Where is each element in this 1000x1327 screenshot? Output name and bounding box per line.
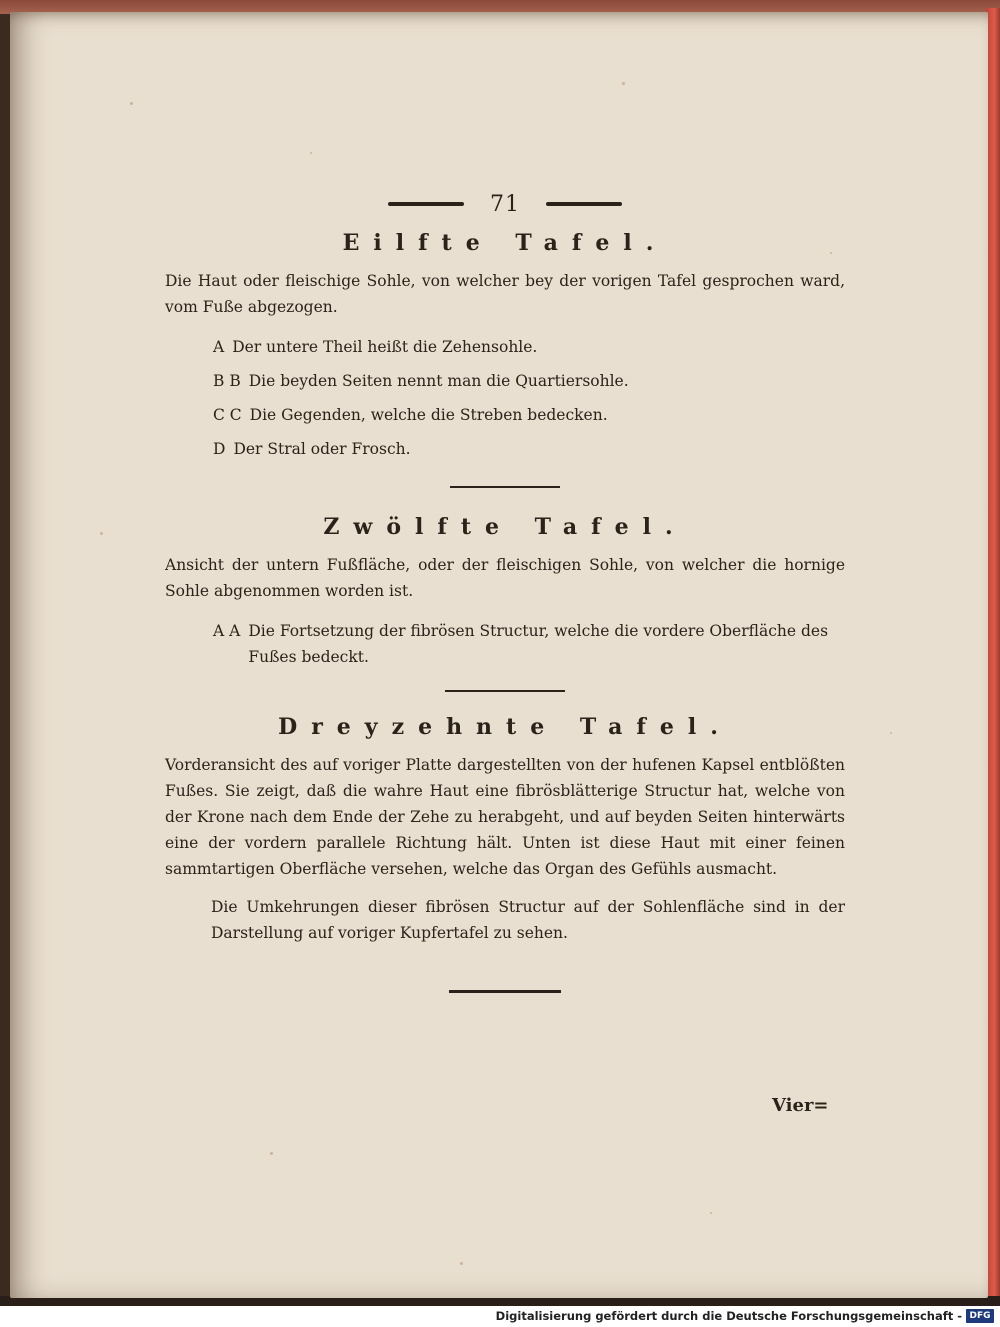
page-text — [165, 188, 845, 993]
section-title-eilfte: Eilfte Tafel. — [342, 230, 668, 256]
item-key: A — [213, 338, 225, 356]
digitization-footer — [0, 1306, 1000, 1327]
section-note-dreyzehnte: Die Umkehrungen dieser fibrösen Structur auf der Sohlenfläche sind in der Darstellung auf voriger Kupfertafel zu sehen. — [211, 898, 845, 942]
item-text: Die Gegenden, welche die Streben bedecken. — [249, 406, 608, 424]
section-intro-eilfte: Die Haut oder fleischige Sohle, von welcher bey der vorigen Tafel gesprochen ward, vom Fuße abgezogen. — [165, 272, 845, 316]
list-item — [213, 436, 845, 462]
item-text: Der untere Theil heißt die Zehensohle. — [232, 338, 538, 356]
section-title-zwoelfte: Zwölfte Tafel. — [323, 514, 687, 540]
foxing-spot — [130, 102, 133, 105]
dfg-logo-icon: DFG — [966, 1309, 994, 1323]
list-item — [213, 334, 845, 360]
section-intro-zwoelfte: Ansicht der untern Fußfläche, oder der fleischigen Sohle, von welcher die hornige Sohle abgenommen worden ist. — [165, 556, 845, 600]
item-text: Die Fortsetzung der fibrösen Structur, welche die vordere Oberfläche des Fußes bedeckt. — [248, 622, 829, 666]
section-divider — [445, 690, 565, 692]
item-key: C C — [213, 406, 242, 424]
foxing-spot — [460, 1262, 463, 1265]
section-intro-dreyzehnte: Vorderansicht des auf voriger Platte dargestellten von der hufenen Kapsel entblößten Fußes. Sie zeigt, daß die wahre Haut eine fibrösblätterige Structur hat, welche von der Krone nach dem Ende der Zehe zu herabgeht, und auf beyden Seiten hinterwärts eine der vordern parallele Richtung hält. Unten ist diese Haut mit einer feinen sammtartigen Oberfläche versehen, welche das Organ des Gefühls ausmacht. — [165, 756, 845, 878]
item-text: Die beyden Seiten nennt man die Quartiersohle. — [248, 372, 629, 390]
foxing-spot — [270, 1152, 273, 1155]
foxing-spot — [100, 532, 103, 535]
item-key: A A — [213, 622, 241, 640]
end-rule — [449, 990, 561, 993]
foxing-spot — [622, 82, 625, 85]
header-rule-left — [388, 202, 464, 206]
item-key: D — [213, 440, 226, 458]
footer-credit: Digitalisierung gefördert durch die Deutsche Forschungsgemeinschaft - — [495, 1309, 962, 1323]
page-header — [165, 188, 845, 220]
list-item — [213, 368, 845, 394]
item-key: B B — [213, 372, 241, 390]
list-item — [213, 618, 845, 670]
item-text: Der Stral oder Frosch. — [233, 440, 411, 458]
catchword: Vier= — [772, 1095, 829, 1116]
page-number: 71 — [490, 191, 520, 217]
section-divider — [450, 486, 560, 488]
book-cover-right-edge — [986, 8, 1000, 1306]
foxing-spot — [890, 732, 892, 734]
foxing-spot — [310, 152, 312, 154]
foxing-spot — [710, 1212, 712, 1214]
item-list-zwoelfte — [213, 618, 845, 670]
list-item — [213, 402, 845, 428]
header-rule-right — [546, 202, 622, 206]
item-list-eilfte — [213, 334, 845, 462]
section-title-dreyzehnte: Dreyzehnte Tafel. — [278, 714, 732, 740]
